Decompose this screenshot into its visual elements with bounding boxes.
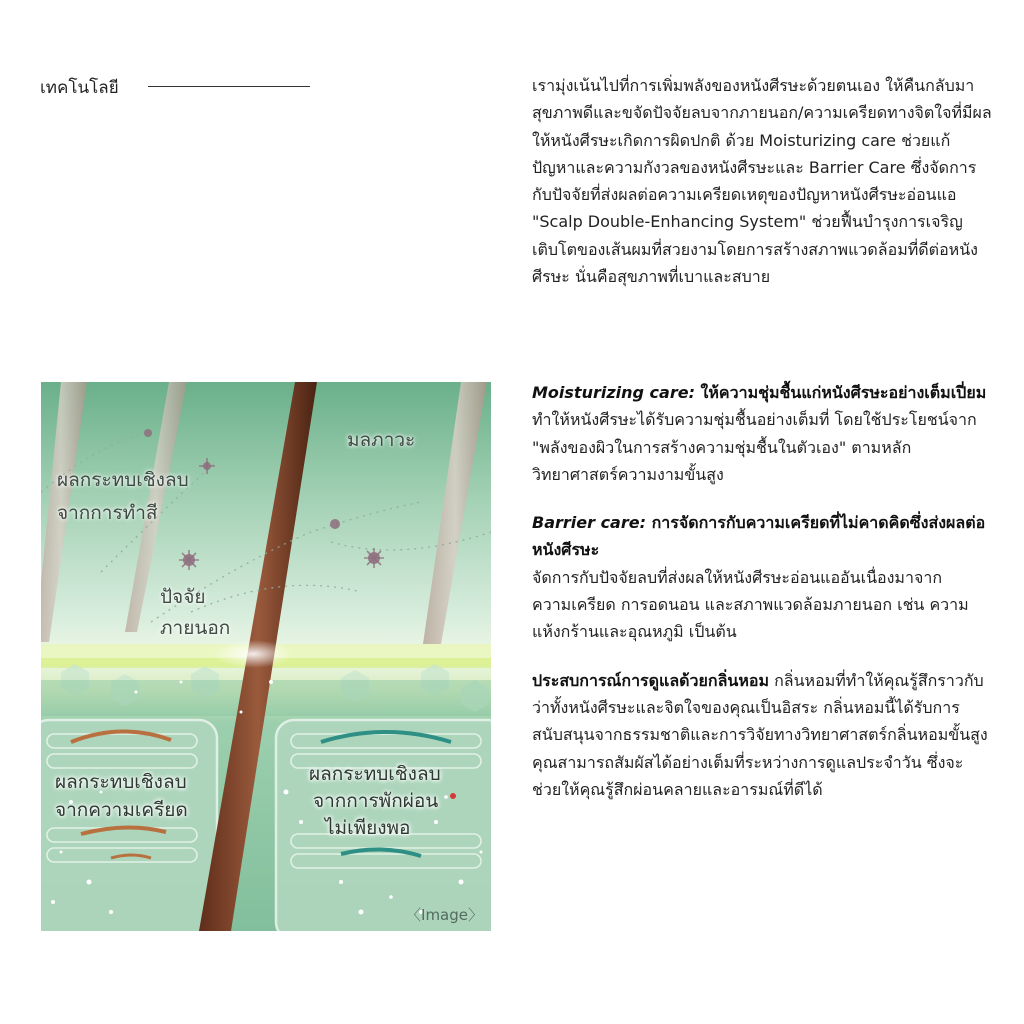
label-stress-line1: ผลกระทบเชิงลบ	[55, 772, 187, 793]
feature-title-th: ให้ความชุ่มชื้นแก่หนังศีรษะอย่างเต็มเปี่ยม	[694, 383, 987, 402]
image-caption: 〈Image〉	[406, 906, 483, 924]
label-dye-line2: จากการทำสี	[57, 503, 158, 524]
scalp-illustration-graphic	[41, 382, 491, 931]
section-divider	[148, 86, 310, 87]
intro-paragraph: เรามุ่งเน้นไปที่การเพิ่มพลังของหนังศีรษะด้วยตนเอง ให้คืนกลับมาสุขภาพดีและขจัดปัจจัยลบจากภายนอก/ความเครียดทางจิตใจที่มีผลให้หนังศีรษะเกิดการผิดปกติ ด้วย Moisturizing care ช่วยแก้ปัญหาและความกังวลของหนังศีรษะและ Barrier Care ซึ่งจัดการกับปัจจัยที่ส่งผลต่อความเครียดเหตุของปัญหาหนังศีรษะอ่อนแอ "Scalp Double-Enhancing System" ช่วยฟื้นบำรุงการเจริญเติบโตของเส้นผมที่สวยงามโดยการสร้างสภาพแวดล้อมที่ดีต่อหนังศีรษะ นั่นคือสุขภาพที่เบาและสบาย	[532, 76, 992, 287]
feature-description: กลิ่นหอมที่ทำให้คุณรู้สึกราวกับว่าทั้งหนังศีรษะและจิตใจของคุณเป็นอิสระ กลิ่นหอมนี้ได้รับการสนับสนุนจากธรรมชาติและการวิจัยทางวิทยาศาสตร์กลิ่นหอมขั้นสูง คุณสามารถสัมผัสได้อย่างเต็มที่ระหว่างการดูแลประจำวัน ซึ่งจะช่วยให้คุณรู้สึกผ่อนคลายและอารมณ์ที่ดีได้	[532, 670, 988, 799]
feature-description: ทำให้หนังศีรษะได้รับความชุ่มชื้นอย่างเต็มที่ โดยใช้ประโยชน์จาก "พลังของผิวในการสร้างความชุ่มชื้นในตัวเอง" ตามหลักวิทยาศาสตร์ความงามขั้นสูง	[532, 410, 977, 484]
label-dye-line1: ผลกระทบเชิงลบ	[57, 470, 189, 491]
feature-title-en: Moisturizing care:	[532, 383, 695, 402]
label-stress-line2: จากความเครียด	[55, 800, 188, 821]
scalp-illustration	[41, 382, 491, 931]
feature-moisturizing	[532, 379, 992, 488]
feature-title-en: Barrier care:	[532, 513, 646, 533]
feature-title	[532, 383, 986, 402]
feature-barrier	[532, 509, 992, 645]
feature-title-th: การจัดการกับความเครียดที่ไม่คาดคิดซึ่งส่งผลต่อหนังศีรษะ	[532, 513, 986, 560]
feature-aroma	[532, 667, 992, 803]
feature-description: จัดการกับปัจจัยลบที่ส่งผลให้หนังศีรษะอ่อนแออันเนื่องมาจากความเครียด การอดนอน และสภาพแวดล้อมภายนอก เช่น ความแห้งกร้านและอุณหภูมิ เป็นต้น	[532, 567, 969, 642]
section-label: เทคโนโลยี	[40, 78, 119, 98]
feature-list	[532, 379, 992, 824]
label-pollution: มลภาวะ	[347, 430, 416, 451]
label-external-line1: ปัจจัย	[160, 587, 206, 608]
label-external-line2: ภายนอก	[160, 618, 231, 639]
feature-title: ประสบการณ์การดูแลด้วยกลิ่นหอม	[532, 670, 770, 690]
label-sleep-line2: จากการพักผ่อน	[313, 791, 439, 812]
feature-title	[532, 513, 985, 559]
label-sleep-line3: ไม่เพียงพอ	[325, 818, 411, 839]
label-sleep-line1: ผลกระทบเชิงลบ	[309, 764, 441, 785]
